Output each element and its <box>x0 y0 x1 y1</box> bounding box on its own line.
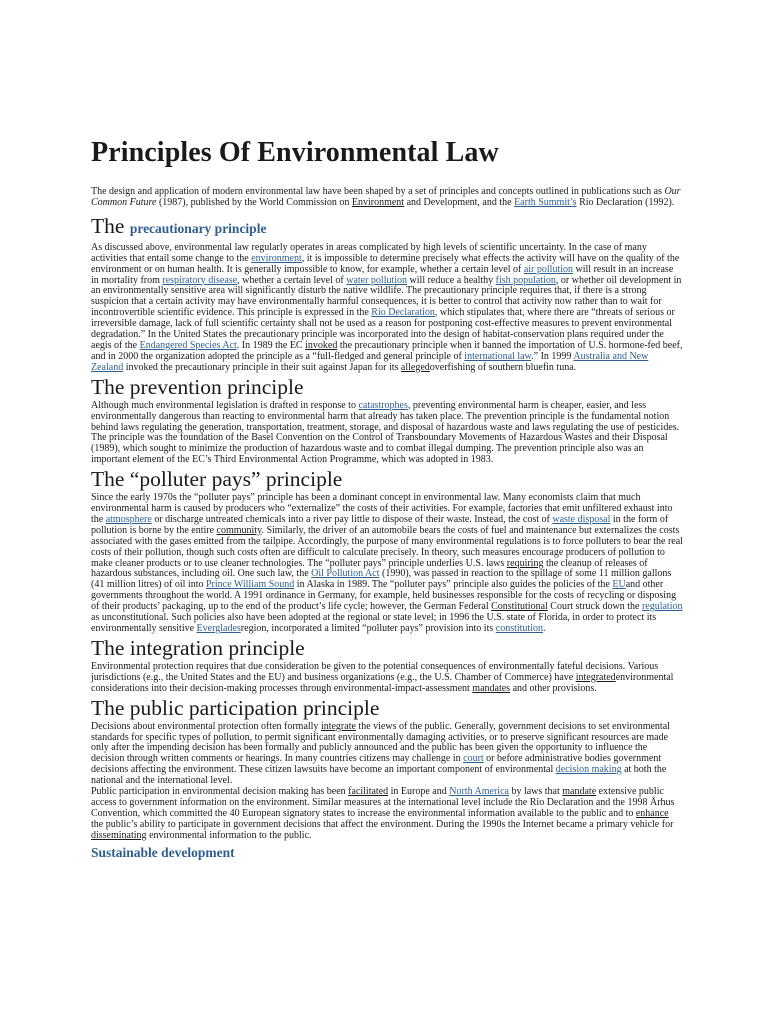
body-text: region, incorporated a limited “polluter pays” provision into its <box>240 623 496 634</box>
link-regulation[interactable]: regulation <box>641 601 683 613</box>
body-text: the views of the public. Generally, government decisions to set environmental standards for specific types of pollution, to permit significant environmentally damaging activities, or to preserve significant resources are made only after the impending decision has been formally and publicly announced and the public has been given the opportunity to influence the decision through written comments or hearings. In many countries citizens may challenge in <box>91 720 670 765</box>
link-court[interactable]: court <box>463 753 484 765</box>
body-text: As discussed above, environmental law regularly operates in areas complicated by high levels of scientific uncertainty. In the case of many activities that entail some change to the <box>91 241 647 264</box>
link-constitution[interactable]: constitution <box>495 623 543 634</box>
body-text: .” In 1999 <box>531 350 574 362</box>
link-community[interactable]: community <box>216 524 262 536</box>
sustainable-development-heading[interactable]: Sustainable development <box>91 844 235 860</box>
intro-paragraph <box>91 187 683 209</box>
link-international-law[interactable]: international law <box>464 350 532 362</box>
prevention-heading: The prevention principle <box>91 374 304 399</box>
link-prince-william-sound[interactable]: Prince William Sound <box>206 579 295 591</box>
precautionary-paragraph <box>91 243 683 374</box>
body-text: , whether a certain level of <box>237 274 347 286</box>
body-text: or before administrative bodies government decisions affecting the environment. These citizen lawsuits have become an important component of environmental <box>91 753 662 776</box>
link-requiring[interactable]: requiring <box>506 557 544 569</box>
body-text: Court struck down the <box>547 601 642 613</box>
body-text: environmental considerations into their decision-making processes through environmental-impact-assessment <box>91 671 674 694</box>
heading-lead: The <box>91 213 125 238</box>
link-integrate[interactable]: integrate <box>320 720 356 732</box>
link-atmosphere[interactable]: atmosphere <box>105 513 152 525</box>
intro-text: The design and application of modern environmental law have been shaped by a set of principles and concepts outlined in publications such as <box>91 186 665 197</box>
body-text: Since the early 1970s the “polluter pays” principle has been a dominant concept in environmental law. Many economists claim that much environmental harm is caused by producers who “externalize” the costs of their activities. For example, factories that emit unfiltered exhaust into the <box>91 492 673 525</box>
body-text: Public participation in environmental decision making has been <box>91 786 349 798</box>
body-text: and other governments throughout the world. A 1991 ordinance in Germany, for example, held businesses responsible for the costs of recycling or disposing of their products’ packaging, up to the end of the product’s life cycle; however, the German Federal <box>91 579 677 613</box>
link-alleged[interactable]: alleged <box>400 361 430 373</box>
body-text: , it is impossible to determine precisely what effects the activity will have on the quality of the environment or on human health. It is generally impossible to know, for example, whether a certain level of <box>91 252 680 275</box>
body-text: environmental information to the public. <box>146 829 312 841</box>
intro-text: Rio Declaration (1992). <box>576 196 675 208</box>
body-text: overfishing of southern bluefin tuna. <box>429 361 577 373</box>
public-participation-heading: The public participation principle <box>91 695 380 720</box>
body-text: . <box>542 623 546 634</box>
body-text: (1990), was passed in reaction to the spillage of some 11 million gallons (41 million litres) of oil into <box>91 568 672 591</box>
link-air-pollution[interactable]: air pollution <box>523 263 574 275</box>
body-text: invoked the precautionary principle in their suit against Japan for its <box>123 361 401 373</box>
body-text: , which stipulates that, where there are “threats of serious or irreversible damage, lack of full scientific certainty shall not be used as a reason for postponing cost-effective measures to prevent environmental degradation.” In the United States the precautionary principle was incorporated into the design of habitat-conservation plans required under the aegis of the <box>91 307 675 351</box>
link-everglades[interactable]: Everglades <box>196 623 241 634</box>
link-constitutional[interactable]: Constitutional <box>491 601 548 613</box>
polluter-pays-paragraph <box>91 493 683 635</box>
link-disseminating[interactable]: disseminating <box>91 829 147 841</box>
link-water-pollution[interactable]: water pollution <box>346 274 408 286</box>
link-fish-population[interactable]: fish population <box>495 274 556 286</box>
link-environment-2[interactable]: environment <box>251 252 302 264</box>
body-text: as unconstitutional. Such policies also have been adopted at the regional or state level; in 1996 the U.S. state of Florida, in order to protect its environmentally sensitive <box>91 612 657 634</box>
link-decision-making[interactable]: decision making <box>555 764 622 776</box>
prevention-paragraph <box>91 401 683 466</box>
body-text: Environmental protection requires that due consideration be given to the potential consequences of environmentally fateful decisions. Various jurisdictions (e.g., the United States and the EU) and business organizations (e.g., the U.S. Chamber of Commerce) have <box>91 660 659 683</box>
link-mandates[interactable]: mandates <box>472 682 511 694</box>
body-text: the precautionary principle when it banned the importation of U.S. hormone-fed beef, and in 2000 the organization adopted the principle as a “full-fledged and general principle of <box>91 339 683 362</box>
body-text: will reduce a healthy <box>407 274 496 286</box>
document-page <box>91 136 683 862</box>
link-earth-summit[interactable]: Earth Summit’s <box>514 196 577 208</box>
body-text: will result in an increase in mortality from <box>91 263 674 286</box>
body-text: in Alaska in 1989. The “polluter pays” principle also guides the policies of the <box>294 579 613 591</box>
body-text: . Similarly, the driver of an automobile bears the costs of fuel and maintenance but externalizes the costs associated with the gases emitted from the tailpipe. Accordingly, the purpose of many environmental regulations is to force polluters to bear the real costs of their pollution, though such costs often are difficult to calculate precisely. In theory, such measures encourage producers of pollution to make cleaner products or to use cleaner technologies. The “polluter pays” principle underlies U.S. laws <box>91 524 683 569</box>
intro-text: (1987), published by the World Commission on <box>156 196 352 208</box>
link-australia-new-zealand[interactable]: Australia and New Zealand <box>91 350 649 373</box>
link-eu[interactable]: EU <box>612 579 626 591</box>
link-invoked[interactable]: invoked <box>305 339 338 351</box>
body-text: . In 1989 the EC <box>236 339 306 351</box>
link-enhance[interactable]: enhance <box>635 807 669 819</box>
public-participation-paragraph-1 <box>91 722 683 787</box>
link-environment[interactable]: Environment <box>351 196 405 208</box>
integration-heading: The integration principle <box>91 635 305 660</box>
body-text: the cleanup of releases of hazardous substances, including oil. One such law, the <box>91 557 648 580</box>
link-catastrophes[interactable]: catastrophes <box>358 399 408 411</box>
link-endangered-species-act[interactable]: Endangered Species Act <box>139 339 237 351</box>
integration-paragraph <box>91 662 683 695</box>
body-text: and other provisions. <box>510 682 597 694</box>
precautionary-heading <box>91 214 683 241</box>
body-text: or discharge untreated chemicals into a river pay little to dispose of their waste. Instead, the cost of <box>151 513 553 525</box>
body-text: extensive public access to government information on the environment. Similar measures at the international level include the Rio Declaration and the 1998 Århus Convention, which committed the 40 European signatory states to increase the environmental information available to the public and to <box>91 786 675 819</box>
link-waste-disposal[interactable]: waste disposal <box>552 513 611 525</box>
intro-text: and Development, and the <box>404 196 515 208</box>
body-text: at both the national and the international level. <box>91 764 667 787</box>
body-text: , or whether oil development in an environmentally sensitive area will significantly disturb the native wildlife. The precautionary principle requires that, if there is a strong suspicion that a certain activity may have environmentally harmful consequences, it is better to control that activity now rather than to wait for incontrovertible scientific evidence. This principle is expressed in the <box>91 274 682 319</box>
link-integrated[interactable]: integrated <box>575 671 616 683</box>
book-title: Our Common Future <box>91 186 681 208</box>
precautionary-heading-link[interactable]: precautionary principle <box>129 220 267 236</box>
body-text: by laws that <box>508 786 563 798</box>
link-facilitated[interactable]: facilitated <box>348 786 389 798</box>
link-respiratory-disease[interactable]: respiratory disease <box>162 274 238 286</box>
link-rio-declaration[interactable]: Rio Declaration <box>371 307 435 319</box>
link-north-america[interactable]: North America <box>449 786 509 798</box>
body-text: the public’s ability to participate in government decisions that affect the environment. During the 1990s the Internet became a primary vehicle for <box>91 818 674 830</box>
document-title: Principles Of Environmental Law <box>91 137 499 168</box>
link-oil-pollution-act[interactable]: Oil Pollution Act <box>311 568 380 580</box>
body-text: in Europe and <box>388 786 450 798</box>
body-text: in the form of pollution is borne by the entire <box>91 513 669 536</box>
link-mandate[interactable]: mandate <box>562 786 597 798</box>
polluter-pays-heading: The “polluter pays” principle <box>91 467 343 492</box>
body-text: , preventing environmental harm is cheaper, easier, and less environmentally dangerous than reacting to environmental harm that already has taken place. The prevention principle is the fundamental notion behind laws regulating the generation, transportation, treatment, storage, and disposal of hazardous waste and laws regulating the use of pesticides. The principle was the foundation of the Basel Convention on the Control of Transboundary Movements of Hazardous Wastes and their Disposal (1989), which sought to minimize the production of hazardous waste and to combat illegal dumping. The prevention principle also was an important element of the EC’s Third Environmental Action Programme, which was adopted in 1983. <box>91 399 680 466</box>
body-text: Decisions about environmental protection often formally <box>91 720 321 732</box>
public-participation-paragraph-2 <box>91 787 683 842</box>
body-text: Although much environmental legislation is drafted in response to <box>91 399 359 411</box>
